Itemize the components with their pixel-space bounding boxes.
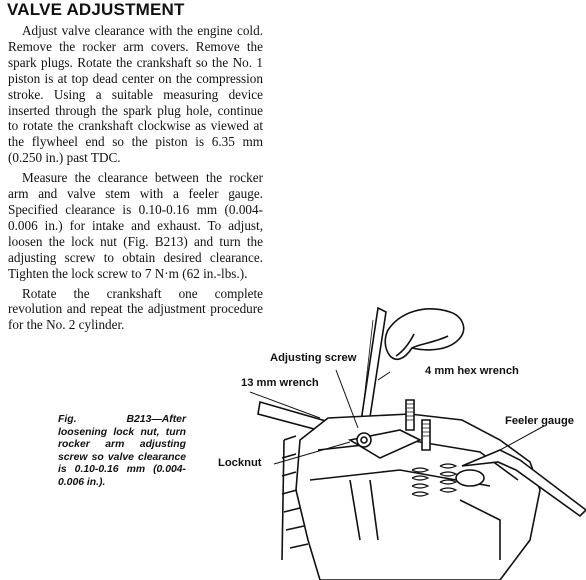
figure-caption: Fig. B213—After loosening lock nut, turn rocker arm adjusting screw so valve clearance is 0.10-0.16 mm (0.004-0.006 in.). [58, 414, 186, 488]
paragraph-1: Adjust valve clearance with the engine cold. Remove the rocker arm covers. Remove the spark plugs. Rotate the crankshaft so the No. 1 piston is at top dead center on the compression stroke. Using a suitable measuring device inserted through the spark plug hole, continue to rotate the crankshaft clockwise as viewed at the flywheel end so the piston is 6.35 mm (0.250 in.) past TDC. [8, 23, 263, 166]
label-hex-wrench: 4 mm hex wrench [425, 365, 519, 377]
label-feeler-gauge: Feeler gauge [505, 415, 575, 427]
paragraph-2: Measure the clearance between the rocker arm and valve stem with a feeler gauge. Specified clearance is 0.10-0.16 mm (0.004-0.006 in.) for intake and exhaust. To adjust, loosen the lock nut (Fig. B213) and turn the adjusting screw to obtain desired clearance. Tighten the lock screw to 7 N·m (62 in.-lbs.). [8, 170, 263, 281]
label-locknut: Locknut [218, 457, 262, 469]
label-13mm-wrench: 13 mm wrench [241, 377, 319, 389]
valve-adjustment-illustration [200, 290, 586, 580]
paragraph-3: Rotate the crankshaft one complete revolution and repeat the adjustment procedure for the No. 2 cylinder. [8, 285, 263, 333]
label-adjusting-screw: Adjusting screw [270, 352, 357, 364]
section-title: VALVE ADJUSTMENT [7, 0, 185, 19]
